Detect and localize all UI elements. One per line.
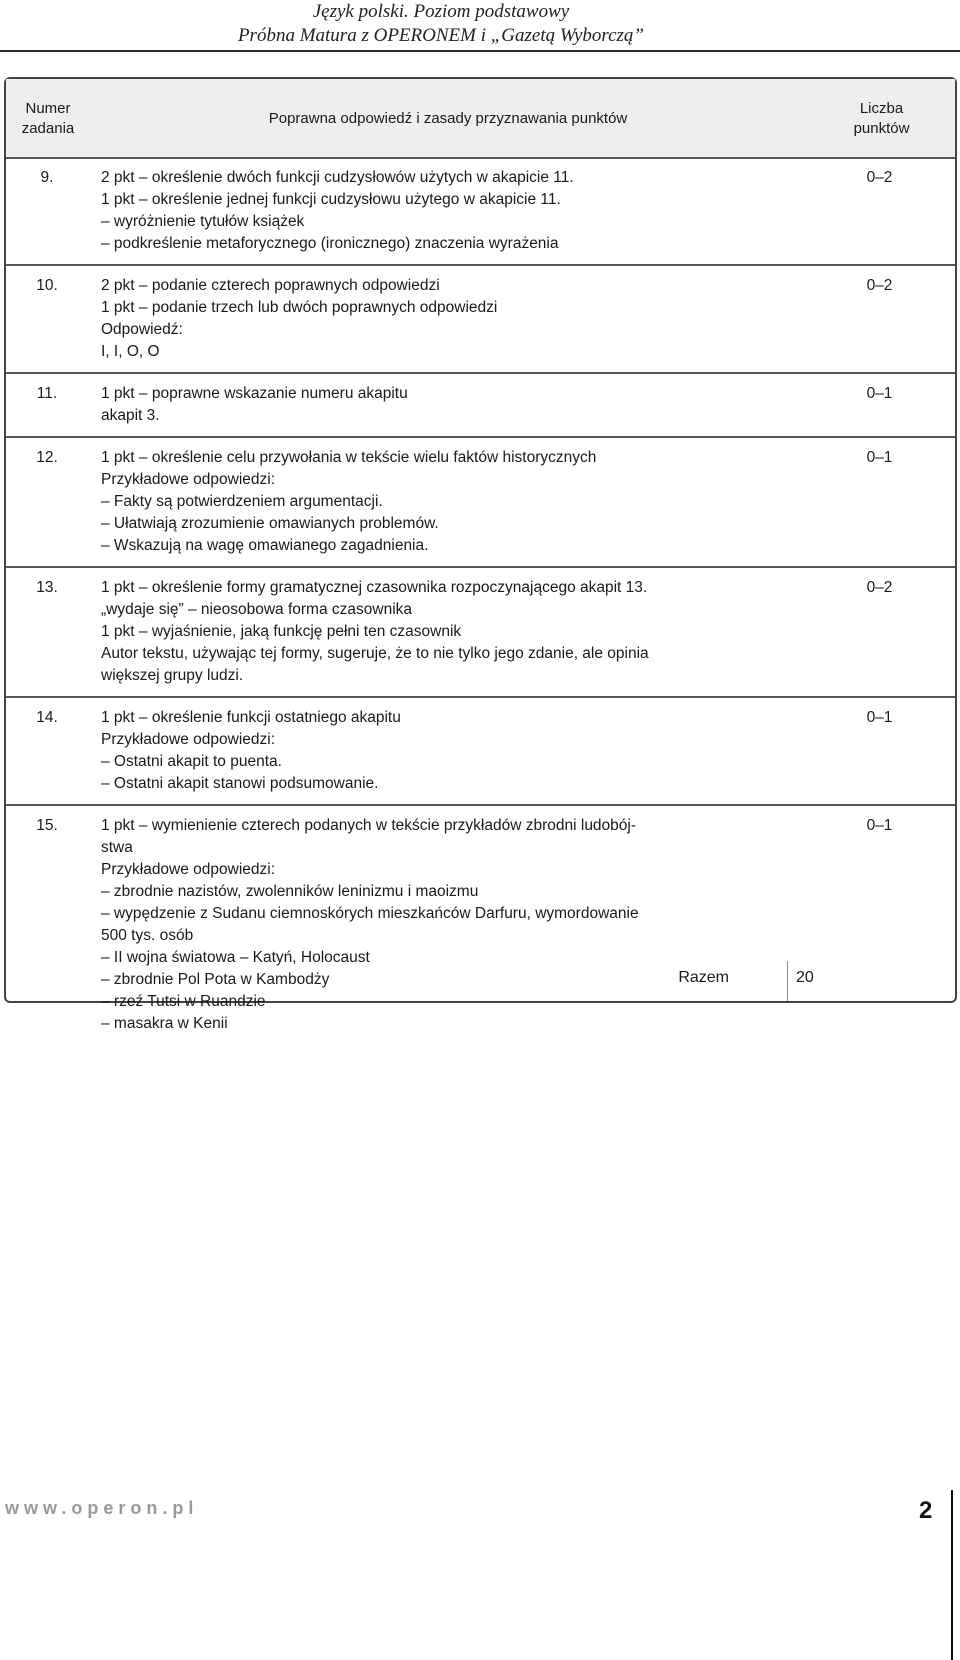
criteria-line: Odpowiedź: [101,321,183,338]
table-row [6,383,955,438]
criteria-line: – II wojna światowa – Katyń, Holocaust [101,949,370,966]
criteria-line: Przykładowe odpowiedzi: [101,731,276,748]
table-row [6,815,955,1044]
header-rule [0,50,960,52]
table-row [6,577,955,698]
footer-rule [951,1490,953,1660]
page-header [238,0,644,48]
task-criteria [88,815,804,1044]
task-points: 0–1 [866,449,893,466]
page-number: 2 [919,1497,933,1524]
task-criteria [88,275,804,372]
criteria-line: – wyróżnienie tytułów książek [101,213,305,230]
criteria-line: akapit 3. [101,407,160,424]
total-divider [787,961,788,1001]
table-row [6,275,955,374]
table-header [6,79,955,159]
column-header-criteria: Poprawna odpowiedź i zasady przyznawania punktów [268,110,628,127]
task-points: 0–1 [866,709,893,726]
criteria-line: większej grupy ludzi. [101,667,244,684]
column-header-number: Numer zadania [21,100,75,137]
criteria-line: 1 pkt – poprawne wskazanie numeru akapitu [101,385,408,402]
criteria-line: – Fakty są potwierdzeniem argumentacji. [101,493,383,510]
task-number: 10. [36,277,58,294]
criteria-line: 1 pkt – określenie formy gramatycznej czasownika rozpoczynającego akapit 13. [101,579,648,596]
answer-key-table [4,77,957,1032]
column-header-points: Liczba punktów [853,100,910,137]
criteria-line: 1 pkt – określenie celu przywołania w tekście wielu faktów historycznych [101,449,597,466]
task-criteria [88,447,804,566]
task-number: 13. [36,579,58,596]
criteria-line: – zbrodnie nazistów, zwolenników leninizmu i maoizmu [101,883,479,900]
criteria-line: – Ostatni akapit stanowi podsumowanie. [101,775,379,792]
criteria-line: Przykładowe odpowiedzi: [101,471,276,488]
task-points: 0–1 [866,385,893,402]
task-criteria [88,383,804,436]
table-row [6,167,955,266]
task-criteria [88,577,804,696]
criteria-line: 1 pkt – określenie jednej funkcji cudzysłowu użytego w akapicie 11. [101,191,561,208]
criteria-line: – Ostatni akapit to puenta. [101,753,282,770]
criteria-line: – masakra w Kenii [101,1015,228,1032]
task-points: 0–2 [866,277,893,294]
task-number: 11. [36,385,58,402]
criteria-line: 1 pkt – wyjaśnienie, jaką funkcję pełni ten czasownik [101,623,462,640]
footer-url: www.operon.pl [5,1498,199,1518]
table-row [6,447,955,568]
task-criteria [88,167,804,264]
criteria-line: – zbrodnie Pol Pota w Kambodży [101,971,330,988]
task-number: 15. [36,817,58,834]
criteria-line: I, I, O, O [101,343,160,360]
header-subject: Język polski. Poziom podstawowy [312,1,570,22]
criteria-line: – Ułatwiają zrozumienie omawianych problemów. [101,515,439,532]
task-points: 0–2 [866,579,893,596]
criteria-line: stwa [101,839,133,856]
criteria-line: 1 pkt – wymienienie czterech podanych w tekście przykładów zbrodni ludobój- [101,817,637,834]
criteria-line: Przykładowe odpowiedzi: [101,861,276,878]
task-number: 14. [36,709,58,726]
task-criteria [88,707,804,804]
criteria-line: 500 tys. osób [101,927,194,944]
criteria-line: – podkreślenie metaforycznego (ironicznego) znaczenia wyrażenia [101,235,559,252]
task-points: 0–1 [866,817,893,834]
task-number: 9. [40,169,54,186]
criteria-line: 1 pkt – podanie trzech lub dwóch poprawnych odpowiedzi [101,299,498,316]
task-points: 0–2 [866,169,893,186]
criteria-line: – Wskazują na wagę omawianego zagadnienia. [101,537,429,554]
total-value: 20 [796,969,814,986]
criteria-line: Autor tekstu, używając tej formy, sugeruje, że to nie tylko jego zdanie, ale opinia [101,645,649,662]
criteria-line: 2 pkt – określenie dwóch funkcji cudzysłowów użytych w akapicie 11. [101,169,574,186]
criteria-line: 1 pkt – określenie funkcji ostatniego akapitu [101,709,401,726]
criteria-line: – wypędzenie z Sudanu ciemnoskórych mieszkańców Darfuru, wymordowanie [101,905,639,922]
header-exam-title: Próbna Matura z OPERONEM i „Gazetą Wyborczą” [237,25,644,46]
criteria-line: „wydaje się” – nieosobowa forma czasownika [101,601,413,618]
total-label: Razem [678,969,729,986]
criteria-line: – rzeź Tutsi w Ruandzie [101,993,266,1010]
table-body [6,159,955,1044]
table-row [6,707,955,806]
criteria-line: 2 pkt – podanie czterech poprawnych odpowiedzi [101,277,440,294]
task-number: 12. [36,449,58,466]
total-row [6,955,955,1001]
